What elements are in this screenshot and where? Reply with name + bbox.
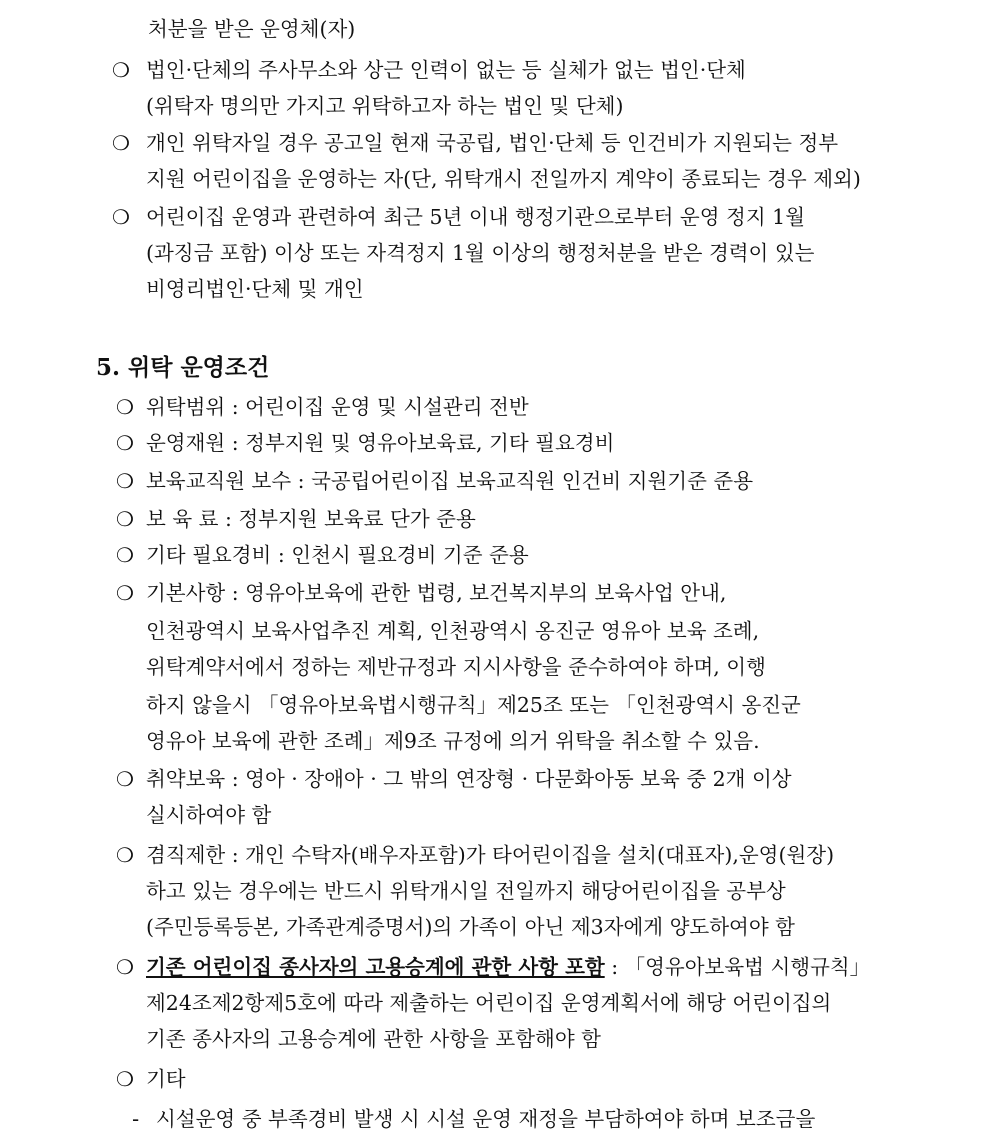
sub-item-line: 시설운영 중 부족경비 발생 시 시설 운영 재정을 부담하여야 하며 보조금을 (156, 1107, 816, 1131)
list-item-line: 개인 위탁자일 경우 공고일 현재 국공립, 법인·단체 등 인건비가 지원되는 정부 (146, 131, 839, 155)
circle-bullet-icon: ❍ (116, 581, 134, 605)
condition-line: 기타 필요경비 : 인천시 필요경비 기준 준용 (146, 543, 529, 567)
condition-line: 운영재원 : 정부지원 및 영유아보육료, 기타 필요경비 (146, 431, 615, 455)
condition-line: 영유아 보육에 관한 조례」제9조 규정에 의거 위탁을 취소할 수 있음. (146, 729, 760, 753)
circle-bullet-icon: ❍ (112, 131, 130, 155)
circle-bullet-icon: ❍ (112, 205, 130, 229)
condition-line: 기존 종사자의 고용승계에 관한 사항을 포함해야 함 (146, 1027, 601, 1051)
circle-bullet-icon: ❍ (116, 395, 134, 419)
condition-line: 위탁범위 : 어린이집 운영 및 시설관리 전반 (146, 395, 529, 419)
condition-line: 기타 (146, 1067, 186, 1091)
circle-bullet-icon: ❍ (116, 955, 134, 979)
dash-marker: - (132, 1107, 140, 1131)
condition-line: 인천광역시 보육사업추진 계획, 인천광역시 옹진군 영유아 보육 조례, (146, 619, 760, 643)
condition-line: 겸직제한 : 개인 수탁자(배우자포함)가 타어린이집을 설치(대표자),운영(원장) (146, 843, 835, 867)
list-item-line: 어린이집 운영과 관련하여 최근 5년 이내 행정기관으로부터 운영 정지 1월 (146, 205, 806, 229)
list-item-line: 법인·단체의 주사무소와 상근 인력이 없는 등 실체가 없는 법인·단체 (146, 58, 746, 82)
circle-bullet-icon: ❍ (116, 507, 134, 531)
list-item-line: (위탁자 명의만 가지고 위탁하고자 하는 법인 및 단체) (146, 94, 624, 118)
condition-line (146, 952, 870, 982)
circle-bullet-icon: ❍ (116, 1067, 134, 1091)
circle-bullet-icon: ❍ (116, 843, 134, 867)
condition-line: 기본사항 : 영유아보육에 관한 법령, 보건복지부의 보육사업 안내, (146, 581, 727, 605)
regular-text: : 「영유아보육법 시행규칙」 (604, 955, 871, 979)
circle-bullet-icon: ❍ (112, 58, 130, 82)
condition-line: 하고 있는 경우에는 반드시 위탁개시일 전일까지 해당어린이집을 공부상 (146, 879, 786, 903)
condition-line: 위탁계약서에서 정하는 제반규정과 지시사항을 준수하여야 하며, 이행 (146, 655, 766, 679)
condition-line: 보 육 료 : 정부지원 보육료 단가 준용 (146, 507, 476, 531)
condition-line: 취약보육 : 영아 · 장애아 · 그 밖의 연장형 · 다문화아동 보육 중 2개 이상 (146, 767, 792, 791)
condition-line: 하지 않을시 「영유아보육법시행규칙」제25조 또는 「인천광역시 옹진군 (146, 693, 801, 717)
list-item-line: 지원 어린이집을 운영하는 자(단, 위탁개시 전일까지 계약이 종료되는 경우 제외) (146, 167, 861, 191)
condition-line: 보육교직원 보수 : 국공립어린이집 보육교직원 인건비 지원기준 준용 (146, 469, 754, 493)
continuation-text: 처분을 받은 운영체(자) (148, 17, 356, 41)
condition-line: 실시하여야 함 (146, 803, 272, 827)
circle-bullet-icon: ❍ (116, 469, 134, 493)
circle-bullet-icon: ❍ (116, 543, 134, 567)
condition-line: (주민등록등본, 가족관계증명서)의 가족이 아닌 제3자에게 양도하여야 함 (146, 915, 795, 939)
condition-line: 제24조제2항제5호에 따라 제출하는 어린이집 운영계획서에 해당 어린이집의 (146, 991, 832, 1015)
circle-bullet-icon: ❍ (116, 767, 134, 791)
circle-bullet-icon: ❍ (116, 431, 134, 455)
list-item-line: (과징금 포함) 이상 또는 자격정지 1월 이상의 행정처분을 받은 경력이 있는 (146, 241, 815, 265)
emphasized-text: 기존 어린이집 종사자의 고용승계에 관한 사항 포함 (146, 955, 605, 979)
section-heading: 5. 위탁 운영조건 (96, 354, 270, 381)
list-item-line: 비영리법인·단체 및 개인 (146, 277, 364, 301)
